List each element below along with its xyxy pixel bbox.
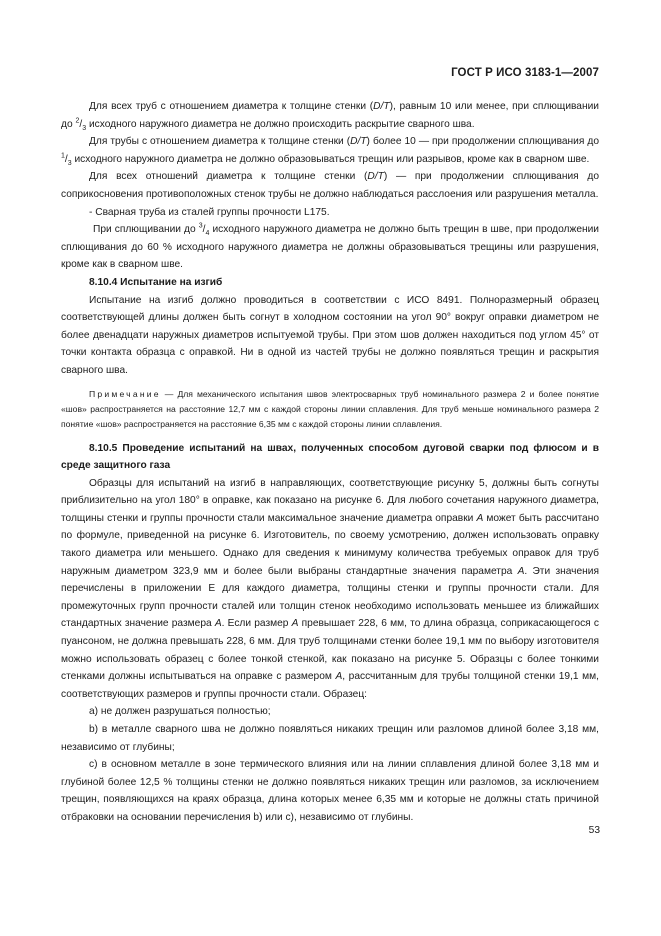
note-label: Примечание: [89, 388, 161, 399]
document-header: ГОСТ Р ИСО 3183-1—2007: [451, 67, 599, 79]
document-body: [61, 98, 599, 827]
list-item: b) в металле сварного шва не должно появляться никаких трещин или разломов длиной более 3,18 мм, независимо от глубины;: [61, 724, 599, 753]
paragraph-flattening-dt10: Для всех труб с отношением диаметра к толщине стенки (D/T), равным 10 или менее, при сплющивании до $^2/_3$ исходного наружного диаметра не должно происходить раскрытие сварного шва.: [61, 101, 599, 132]
paragraph-flattening-all-ratios: Для всех отношений диаметра к толщине стенки (D/T) — при продолжении сплющивания до соприкосновения противоположных стенок трубы не должно наблюдаться расслоения или разрушения металла.: [61, 171, 599, 200]
section-heading-bend-test: 8.10.4 Испытание на изгиб: [89, 276, 223, 288]
paragraph-l175-pipe: - Сварная труба из сталей группы прочности L175.: [89, 206, 330, 218]
section-heading-weld-tests: 8.10.5 Проведение испытаний на швах, полученных способом дуговой сварки под флюсом и в среде защитного газа: [61, 442, 599, 472]
paragraph-flattening-l175: При сплющивании до $^3/_4$ исходного наружного диаметра не должно быть трещин в шве, при продолжении сплющивания до 60 % исходного наружного диаметра не должны образовываться трещины или разрушения, кроме как в сварном шве.: [61, 222, 599, 271]
paragraph-bend-test: Испытание на изгиб должно проводиться в соответствии с ИСО 8491. Полноразмерный образец соответствующей длины должен быть согнут в холодном состоянии на угол 90° вокруг оправки диаметром не более двенадцати наружных диаметров испытуемой трубы. При этом шов должен находиться под углом 45° от точки контакта образца с оправкой. Ни в одной из частей трубы не должно появляться трещин и раскрытия сварного шва.: [61, 294, 599, 376]
paragraph-flattening-dt-over10: Для трубы с отношением диаметра к толщине стенки (D/T) более 10 — при продолжении сплющивания до $^1/_3$ исходного наружного диаметра не должно образовываться трещин или разрывов, кроме как в сварном шве.: [61, 136, 599, 167]
paragraph-guided-bend-specimens: Образцы для испытаний на изгиб в направляющих, соответствующие рисунку 5, должны быть согнуты приблизительно на угол 180° в оправке, как показано на рисунке 6. Для любого сочетания наружного диаметра, толщины стенки и группы прочности стали максимальное значение диаметра оправки A может быть рассчитано по формуле, приведенной на рисунке 6. Изготовитель, по своему усмотрению, должен использовать оправку такого диаметра или меньшего. Однако для сведения к минимуму количества требуемых оправок для труб наружным диаметром 323,9 мм и более были выбраны стандартные значения параметра A. Эти значения перечислены в приложении Е для каждого диаметра, толщины стенки и группы прочности стали. Для промежуточных групп прочности сталей или толщин стенок необходимо использовать меньшее из ближайших стандартных значение размера A. Если размер A превышает 228, 6 мм, то длина образца, соприкасающегося с пуансоном, не должна превышать 228, 6 мм. Для труб толщинами стенки более 19,1 мм по выбору изготовителя можно использовать образец с более тонкой стенкой, как показано на рисунке 5. Образцы с более тонкими стенками должны испытываться на оправке с размером A, рассчитанным для трубы толщиной стенки 19,1 мм, соответствующих размеров и группы прочности стали. Образец:: [61, 477, 600, 700]
note-paragraph: Примечание — Для механического испытания швов электросварных труб номинального размера 2 и более понятие «шов» распространяется на расстояние 12,7 мм с каждой стороны линии сплавления. Для труб меньше номинального размера 2 понятие «шов» распространяется на расстояние 6,35 мм с каждой стороны линии сплавления.: [61, 388, 599, 429]
list-item: с) в основном металле в зоне термического влияния или на линии сплавления длиной более 3,18 мм и глубиной более 12,5 % толщины стенки не должно появляться никаких трещин или разломов, за исключением трещин, появляющихся на краях образца, длина которых менее 6,35 мм и которые не должны стать причиной отбраковки на основании перечисления b) или с), независимо от глубины.: [61, 759, 599, 823]
page-number: 53: [588, 825, 600, 836]
list-item: а) не должен разрушаться полностью;: [89, 706, 271, 718]
